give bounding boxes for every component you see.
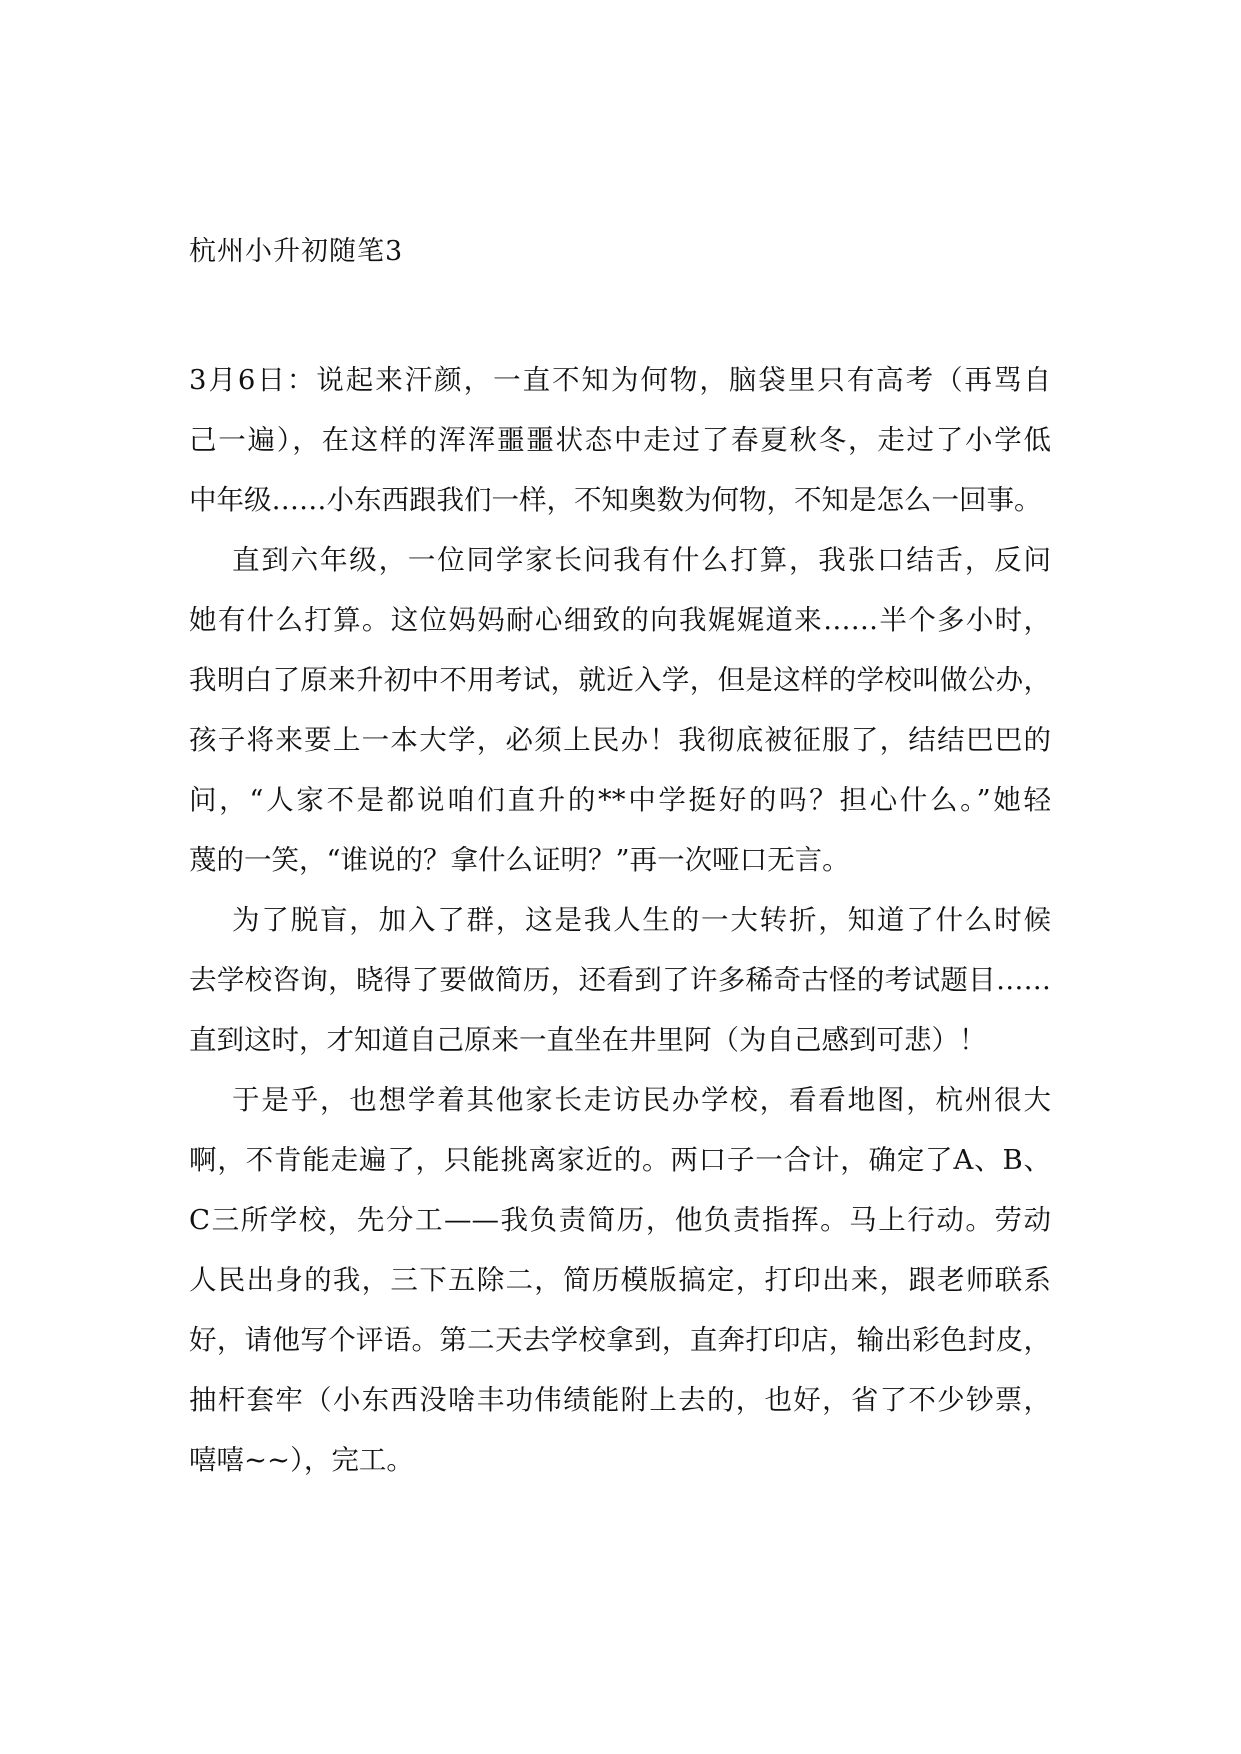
paragraph-1 bbox=[189, 350, 1051, 530]
paragraph-line: 为了脱盲，加入了群，这是我人生的一大转折，知道了什么时候 bbox=[232, 904, 1051, 936]
paragraph-line: 己一遍），在这样的浑浑噩噩状态中走过了春夏秋冬，走过了小学低 bbox=[189, 424, 1051, 456]
paragraph-line: 我明白了原来升初中不用考试，就近入学，但是这样的学校叫做公办， bbox=[189, 664, 1051, 696]
paragraph-line: 孩子将来要上一本大学，必须上民办！我彻底被征服了，结结巴巴的 bbox=[189, 724, 1051, 756]
paragraph-line: 蔑的一笑，“谁说的？拿什么证明？”再一次哑口无言。 bbox=[189, 844, 850, 876]
paragraph-line: 中年级……小东西跟我们一样，不知奥数为何物，不知是怎么一回事。 bbox=[189, 484, 1042, 516]
paragraph-line: 她有什么打算。这位妈妈耐心细致的向我娓娓道来……半个多小时， bbox=[189, 604, 1051, 636]
paragraph-line: 好，请他写个评语。第二天去学校拿到，直奔打印店，输出彩色封皮， bbox=[189, 1324, 1051, 1356]
paragraph-line: 人民出身的我，三下五除二，简历模版搞定，打印出来，跟老师联系 bbox=[189, 1264, 1051, 1296]
paragraph-line: 去学校咨询，晓得了要做简历，还看到了许多稀奇古怪的考试题目…… bbox=[189, 964, 1051, 996]
paragraph-2 bbox=[189, 530, 1051, 890]
paragraph-line: 啊，不肯能走遍了，只能挑离家近的。两口子一合计，确定了A、B、 bbox=[189, 1144, 1051, 1176]
paragraph-3 bbox=[189, 890, 1051, 1070]
paragraph-line: 问，“人家不是都说咱们直升的**中学挺好的吗？担心什么。”她轻 bbox=[189, 784, 1051, 816]
paragraph-line: 3月6日：说起来汗颜，一直不知为何物，脑袋里只有高考（再骂自 bbox=[189, 364, 1051, 396]
paragraph-line: 嘻嘻~~），完工。 bbox=[189, 1444, 414, 1476]
paragraph-4 bbox=[189, 1070, 1051, 1490]
document-body bbox=[189, 350, 1051, 1490]
paragraph-line: 于是乎，也想学着其他家长走访民办学校，看看地图，杭州很大 bbox=[232, 1084, 1051, 1116]
paragraph-line: 直到这时，才知道自己原来一直坐在井里阿（为自己感到可悲）！ bbox=[189, 1024, 987, 1056]
paragraph-line: 直到六年级，一位同学家长问我有什么打算，我张口结舌，反问 bbox=[232, 544, 1051, 576]
document-title: 杭州小升初随笔3 bbox=[189, 236, 404, 267]
paragraph-line: C三所学校，先分工——我负责简历，他负责指挥。马上行动。劳动 bbox=[189, 1204, 1051, 1236]
paragraph-line: 抽杆套牢（小东西没啥丰功伟绩能附上去的，也好，省了不少钞票， bbox=[189, 1384, 1051, 1416]
